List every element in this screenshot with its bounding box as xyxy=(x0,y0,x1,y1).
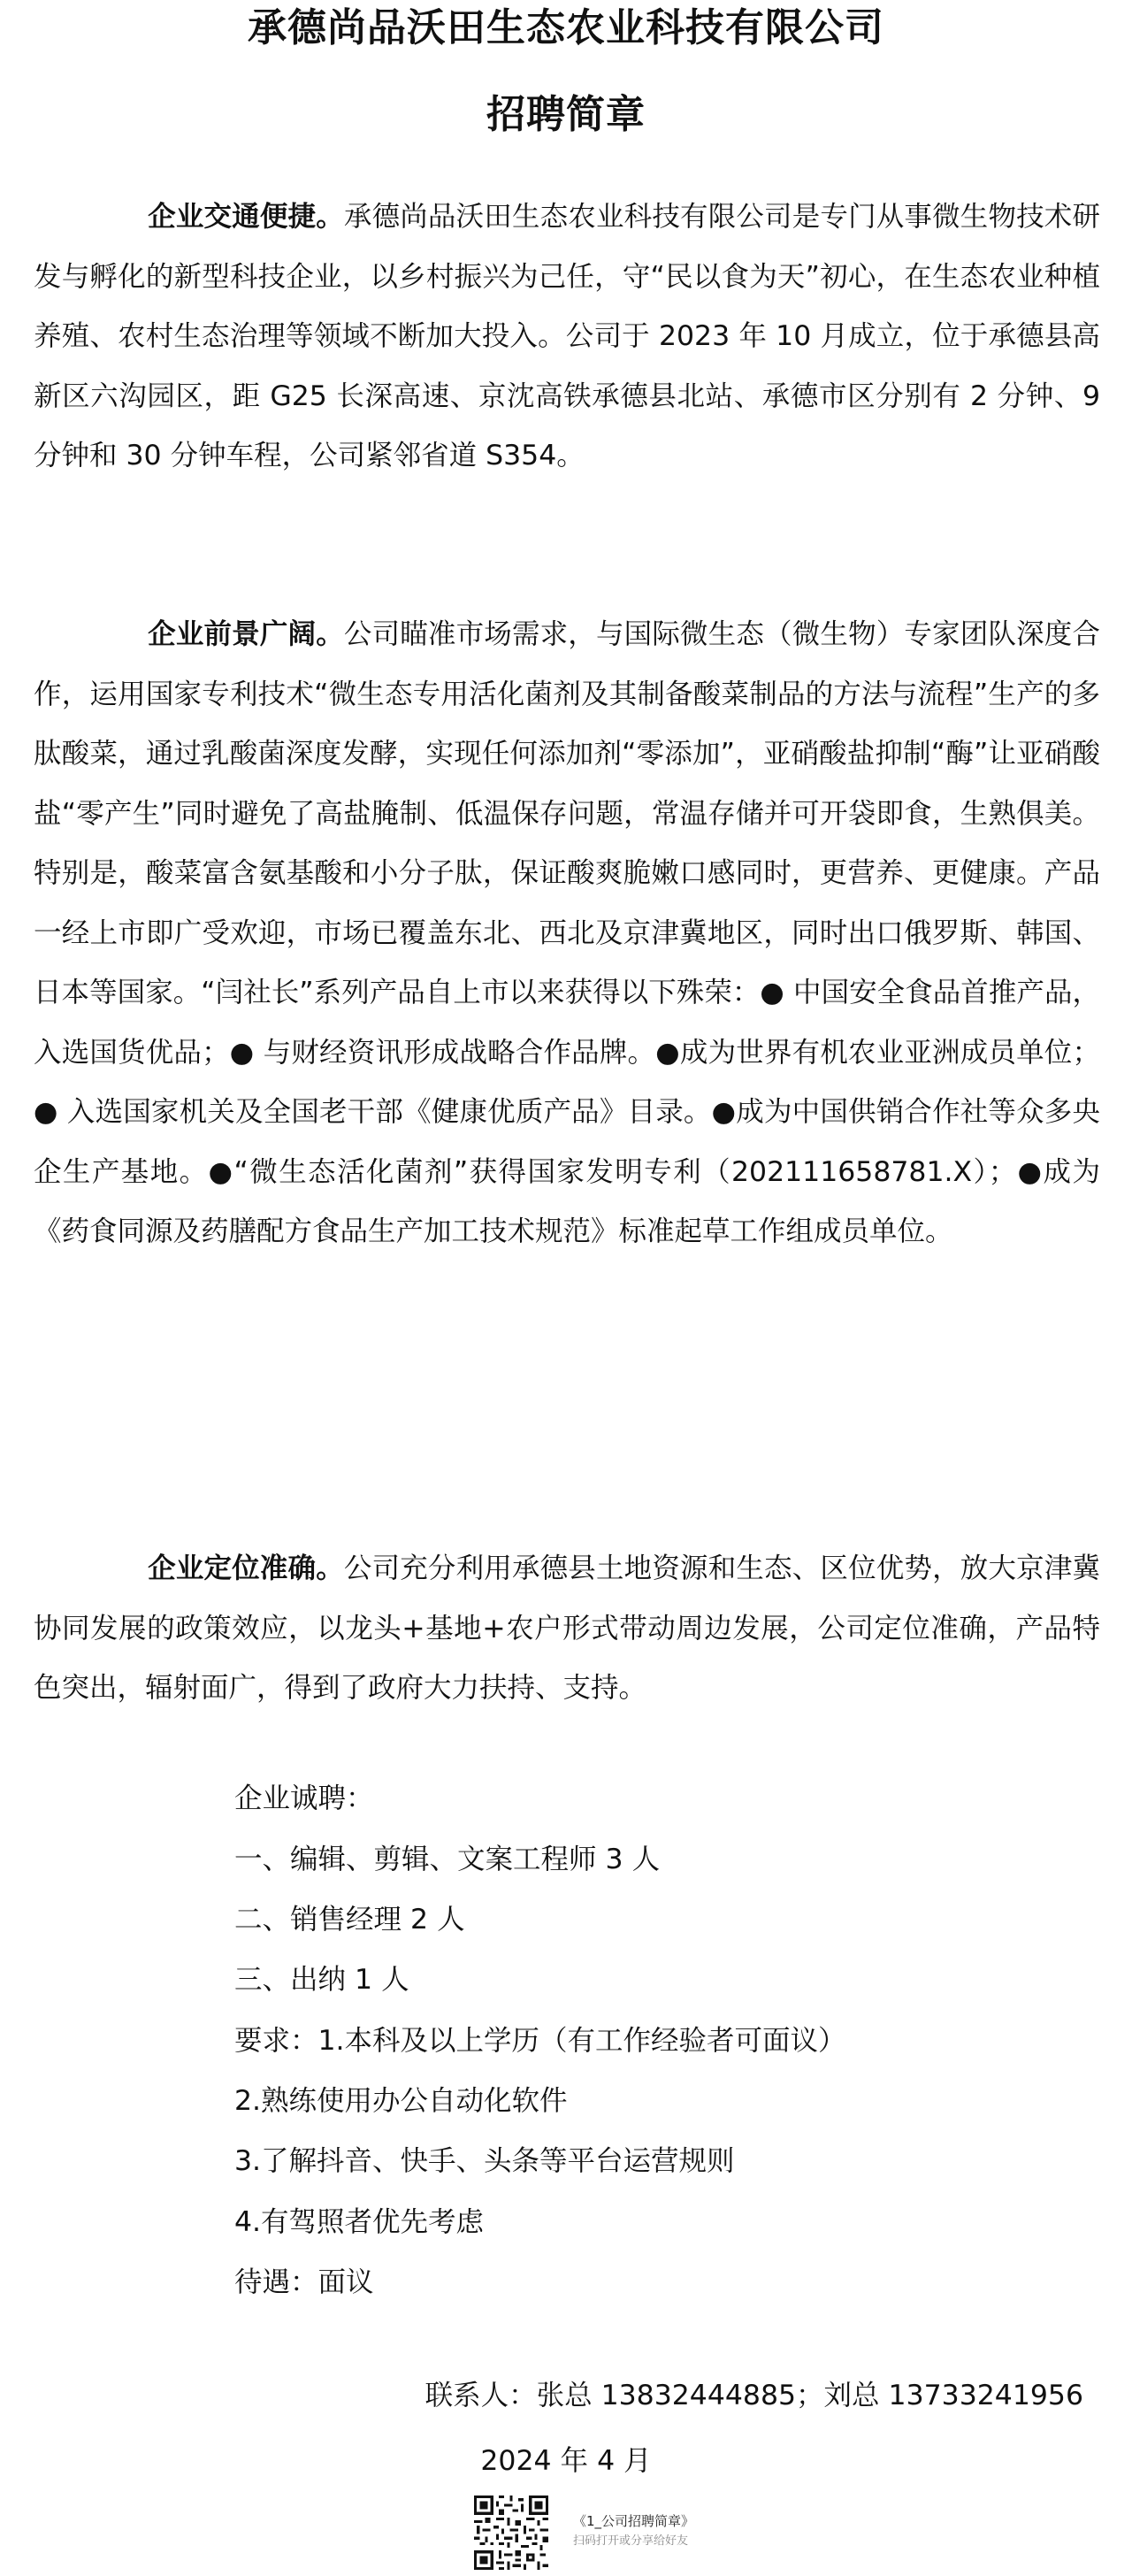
paragraph-positioning xyxy=(34,1539,1100,1719)
paragraph-body: 公司充分利用承德县土地资源和生态、区位优势，放大京津冀协同发展的政策效应，以龙头+基地+农户形式带动周边发展，公司定位准确，产品特色突出，辐射面广，得到了政府大力扶持、支持。 xyxy=(34,1552,1100,1704)
qr-hint: 扫码打开或分享给好友 xyxy=(573,2534,689,2548)
recruitment-heading: 企业诚聘： xyxy=(234,1782,374,1814)
qr-caption xyxy=(573,2512,750,2549)
position-item: 一、编辑、剪辑、文案工程师 3 人 xyxy=(234,1844,661,1875)
issue-date: 2024 年 4 月 xyxy=(480,2445,652,2477)
company-name-title: 承德尚品沃田生态农业科技有限公司 xyxy=(248,5,884,50)
qr-code-icon[interactable] xyxy=(471,2493,551,2572)
paragraph-body: 承德尚品沃田生态农业科技有限公司是专门从事微生物技术研发与孵化的新型科技企业，以乡村振兴为己任，守“民以食为天”初心，在生态农业种植养殖、农村生态治理等领域不断加大投入。公司于 2023 年 10 月成立，位于承德县高新区六沟园区，距 G25 长深高速、京沈高铁承德县北站、承德市区分别有 2 分钟、9 分钟和 30 分钟车程，公司紧邻省道 S354。 xyxy=(34,201,1100,472)
document-title: 招聘简章 xyxy=(486,92,646,137)
qr-title: 《1_公司招聘简章》 xyxy=(573,2513,695,2529)
requirement-item: 3.了解抖音、快手、头条等平台运营规则 xyxy=(234,2145,735,2177)
paragraph-lead: 企业交通便捷。 xyxy=(148,201,344,233)
salary-line: 待遇：面议 xyxy=(234,2266,374,2298)
paragraph-lead: 企业定位准确。 xyxy=(148,1552,344,1584)
position-item: 二、销售经理 2 人 xyxy=(234,1904,465,1936)
paragraph-transport xyxy=(34,188,1100,487)
requirement-item: 4.有驾照者优先考虑 xyxy=(234,2206,485,2238)
paragraph-lead: 企业前景广阔。 xyxy=(148,618,344,650)
requirement-item: 2.熟练使用办公自动化软件 xyxy=(234,2085,568,2117)
paragraph-prospect xyxy=(34,605,1100,1262)
contact-info: 联系人：张总 13832444885；刘总 13733241956 xyxy=(424,2380,1083,2411)
paragraph-body: 公司瞄准市场需求，与国际微生态（微生物）专家团队深度合作，运用国家专利技术“微生态专用活化菌剂及其制备酸菜制品的方法与流程”生产的多肽酸菜，通过乳酸菌深度发酵，实现任何添加剂“零添加”，亚硝酸盐抑制“酶”让亚硝酸盐“零产生”同时避免了高盐腌制、低温保存问题，常温存储并可开袋即食，生熟俱美。特别是，酸菜富含氨基酸和小分子肽，保证酸爽脆嫩口感同时，更营养、更健康。产品一经上市即广受欢迎，市场已覆盖东北、西北及京津冀地区，同时出口俄罗斯、韩国、日本等国家。“闫社长”系列产品自上市以来获得以下殊荣：● 中国安全食品首推产品，入选国货优品；● 与财经资讯形成战略合作品牌。●成为世界有机农业亚洲成员单位；● 入选国家机关及全国老干部《健康优质产品》目录。●成为中国供销合作社等众多央企生产基地。●“微生态活化菌剂”获得国家发明专利（202111658781.X）；●成为《药食同源及药膳配方食品生产加工技术规范》标准起草工作组成员单位。 xyxy=(34,618,1100,1247)
position-item: 三、出纳 1 人 xyxy=(234,1964,409,1996)
requirement-item: 要求：1.本科及以上学历（有工作经验者可面议） xyxy=(234,2025,846,2057)
